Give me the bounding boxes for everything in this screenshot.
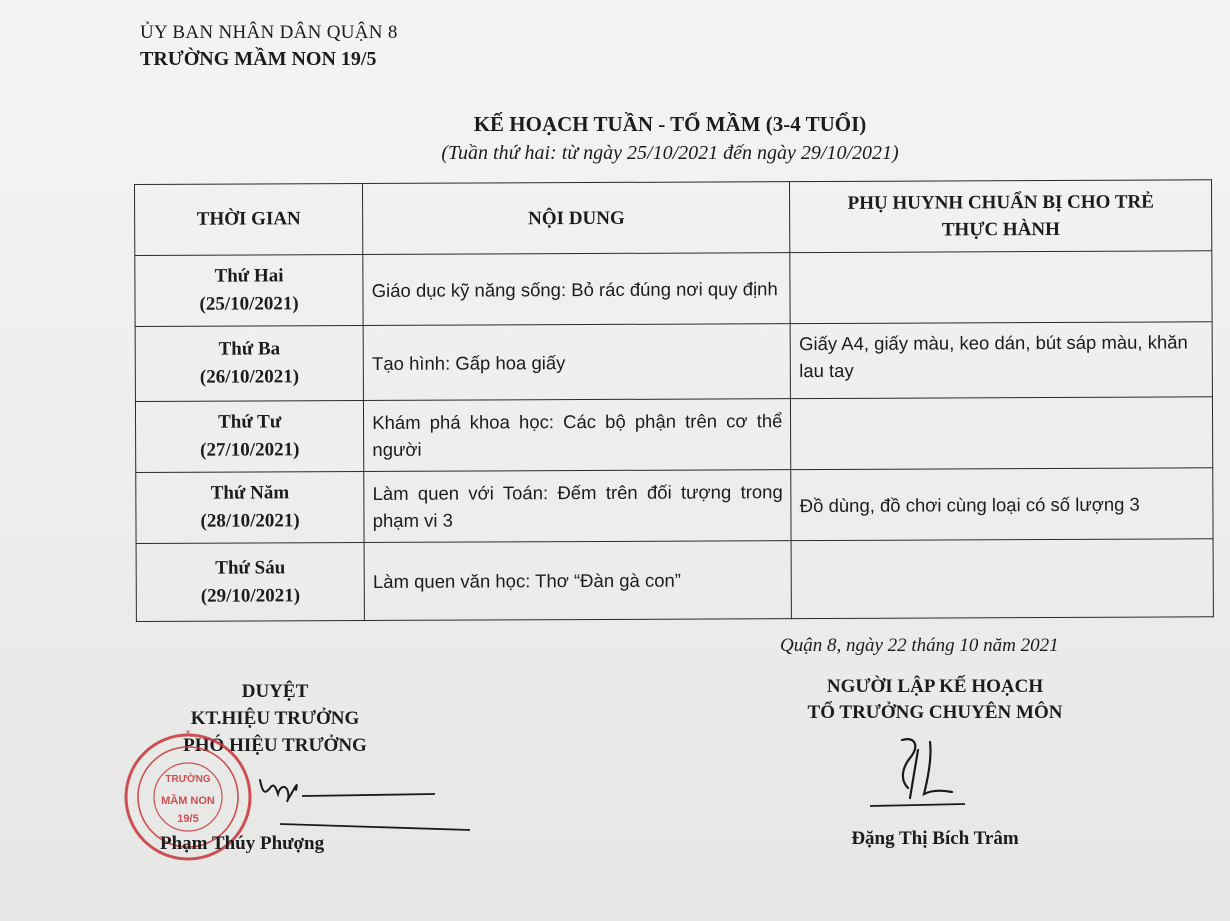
content-cell: Giáo dục kỹ năng sống: Bỏ rác đúng nơi quy định bbox=[363, 253, 790, 326]
prep-cell: Đồ dùng, đồ chơi cùng loại có số lượng 3 bbox=[791, 468, 1213, 541]
day-cell bbox=[135, 326, 364, 402]
day-date: (28/10/2021) bbox=[200, 510, 300, 532]
approver-title: KT.HIỆU TRƯỞNG bbox=[190, 708, 360, 729]
column-header-time: THỜI GIAN bbox=[135, 184, 364, 256]
school-name: TRƯỜNG MẦM NON 19/5 bbox=[140, 48, 377, 70]
day-name: Thứ Tư bbox=[218, 411, 282, 433]
day-cell bbox=[135, 400, 364, 472]
table-row bbox=[135, 322, 1212, 402]
prep-cell bbox=[791, 397, 1213, 470]
approver-handwritten-signature bbox=[240, 760, 480, 840]
day-date: (26/10/2021) bbox=[199, 366, 300, 388]
content-cell: Làm quen văn học: Thơ “Đàn gà con” bbox=[364, 541, 791, 621]
approval-label: DUYỆT bbox=[241, 681, 309, 702]
table-row bbox=[136, 468, 1213, 544]
day-cell bbox=[136, 471, 365, 543]
planner-name: Đặng Thị Bích Trâm bbox=[851, 828, 1019, 849]
svg-text:★: ★ bbox=[184, 729, 192, 736]
day-cell bbox=[135, 255, 364, 327]
approver-name: Phạm Thúy Phượng bbox=[160, 833, 325, 854]
content-cell: Làm quen với Toán: Đếm trên đối tượng trong phạm vi 3 bbox=[364, 470, 791, 543]
table-row bbox=[135, 251, 1212, 327]
stamp-text-mid: MẦM NON bbox=[161, 795, 215, 807]
planner-title: TỔ TRƯỞNG CHUYÊN MÔN bbox=[807, 702, 1063, 723]
table-header-row bbox=[135, 180, 1212, 256]
place-and-date: Quận 8, ngày 22 tháng 10 năm 2021 bbox=[780, 635, 1059, 656]
day-date: (29/10/2021) bbox=[200, 584, 301, 607]
day-date: (27/10/2021) bbox=[200, 439, 300, 461]
content-cell: Khám phá khoa học: Các bộ phận trên cơ thể người bbox=[364, 399, 791, 472]
prep-cell bbox=[790, 251, 1212, 324]
column-header-parent-prep: PHỤ HUYNH CHUẨN BỊ CHO TRẺ THỰC HÀNH bbox=[790, 180, 1212, 253]
day-name: Thứ Sáu bbox=[215, 556, 286, 579]
day-date: (25/10/2021) bbox=[199, 293, 299, 315]
day-name: Thứ Năm bbox=[210, 482, 290, 504]
table-row bbox=[136, 539, 1213, 622]
weekly-plan-table bbox=[134, 179, 1214, 622]
day-name: Thứ Ba bbox=[218, 338, 281, 360]
planner-role: NGƯỜI LẬP KẾ HOẠCH bbox=[826, 676, 1044, 697]
content-cell: Tạo hình: Gấp hoa giấy bbox=[363, 324, 790, 401]
authority-name: ỦY BAN NHÂN DÂN QUẬN 8 bbox=[140, 22, 398, 43]
prep-cell: Giấy A4, giấy màu, keo dán, bút sáp màu, khăn lau tay bbox=[790, 322, 1212, 399]
column-header-content: NỘI DUNG bbox=[363, 182, 790, 255]
prep-cell bbox=[791, 539, 1213, 619]
table-row bbox=[135, 397, 1212, 473]
day-cell bbox=[136, 542, 365, 621]
approver-role: PHÓ HIỆU TRƯỞNG bbox=[183, 735, 367, 756]
planner-handwritten-signature bbox=[860, 728, 980, 818]
document-subtitle: (Tuần thứ hai: từ ngày 25/10/2021 đến ngày 29/10/2021) bbox=[441, 142, 899, 164]
stamp-text-bot: 19/5 bbox=[177, 813, 199, 825]
stamp-text-top: TRƯỜNG bbox=[165, 774, 211, 785]
day-name: Thứ Hai bbox=[214, 265, 284, 287]
document-title: KẾ HOẠCH TUẦN - TỔ MẦM (3-4 TUỔI) bbox=[473, 112, 867, 136]
planner-signature-block bbox=[760, 674, 1110, 726]
